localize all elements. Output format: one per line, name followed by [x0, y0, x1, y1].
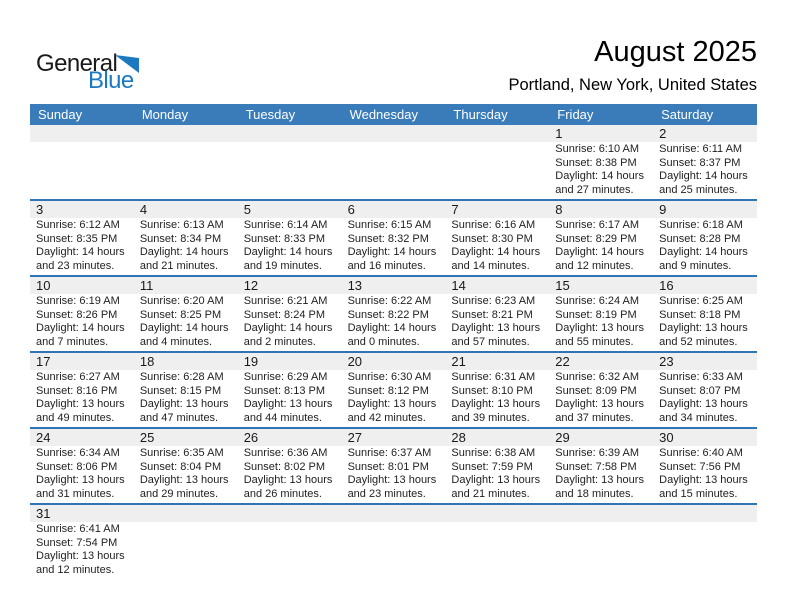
sunrise-text: Sunrise: 6:23 AM [451, 295, 536, 307]
page-title: August 2025 [594, 36, 757, 68]
daylight-text-line1: Daylight: 13 hours [659, 398, 748, 410]
sunset-text: Sunset: 8:12 PM [347, 384, 429, 397]
daylight-text-line2: and 14 minutes. [451, 259, 530, 272]
day-details [342, 294, 446, 351]
daylight-text-line1: Daylight: 13 hours [451, 322, 541, 334]
daylight-text-line1: Daylight: 13 hours [36, 398, 125, 410]
sunset-text: Sunset: 7:54 PM [36, 536, 118, 549]
day-details [238, 370, 342, 427]
daylight-text-line1: Daylight: 13 hours [659, 474, 748, 486]
day-number: 8 [549, 201, 653, 218]
day-number: 7 [445, 201, 549, 218]
day-cell-28 [445, 429, 549, 503]
day-details [445, 370, 549, 427]
sunset-text: Sunset: 8:02 PM [243, 460, 326, 473]
sunset-text: Sunset: 8:21 PM [451, 308, 533, 321]
sunset-text: Sunset: 8:09 PM [555, 384, 637, 397]
day-details [653, 446, 757, 503]
day-number: 5 [238, 201, 342, 218]
week-row [30, 429, 757, 505]
calendar-body [30, 125, 757, 579]
day-number: 12 [238, 277, 342, 294]
day-cell-21 [445, 353, 549, 427]
day-cell-9 [653, 201, 757, 275]
sunrise-text: Sunrise: 6:18 AM [659, 219, 743, 231]
daylight-text-line1: Daylight: 13 hours [555, 322, 644, 334]
empty-cell [134, 505, 238, 579]
day-number: 27 [342, 429, 446, 446]
daylight-text-line1: Daylight: 13 hours [555, 398, 644, 410]
sunset-text: Sunset: 8:32 PM [347, 232, 429, 245]
empty-cell [30, 125, 134, 199]
empty-cell [134, 125, 238, 199]
daylight-text-line2: and 4 minutes. [139, 335, 212, 348]
day-cell-10 [30, 277, 134, 351]
day-number: 26 [238, 429, 342, 446]
day-details [653, 294, 757, 351]
day-details [30, 370, 134, 427]
day-details [445, 294, 549, 351]
daylight-text-line2: and 23 minutes. [347, 487, 426, 500]
sunrise-text: Sunrise: 6:17 AM [555, 219, 640, 231]
day-cell-13 [342, 277, 446, 351]
daylight-text-line2: and 25 minutes. [659, 183, 738, 196]
weekday-header-friday: Friday [557, 107, 594, 122]
day-cell-2 [653, 125, 757, 199]
daylight-text-line2: and 16 minutes. [347, 259, 426, 272]
sunrise-text: Sunrise: 6:11 AM [659, 143, 743, 155]
sunset-text: Sunset: 8:13 PM [243, 384, 326, 397]
daylight-text-line2: and 15 minutes. [659, 487, 738, 500]
day-details [134, 370, 238, 427]
sunset-text: Sunset: 8:18 PM [659, 308, 741, 321]
sunrise-text: Sunrise: 6:31 AM [451, 371, 536, 383]
daylight-text-line2: and 31 minutes. [36, 487, 115, 500]
daylight-text-line1: Daylight: 13 hours [659, 322, 748, 334]
day-cell-31 [30, 505, 134, 579]
sunset-text: Sunset: 8:01 PM [347, 460, 429, 473]
general-blue-logo [36, 50, 166, 94]
day-cell-25 [134, 429, 238, 503]
day-details [238, 218, 342, 275]
day-cell-22 [549, 353, 653, 427]
daylight-text-line1: Daylight: 13 hours [36, 550, 125, 562]
day-band-empty [342, 505, 446, 522]
sunrise-text: Sunrise: 6:30 AM [347, 371, 432, 383]
empty-cell [445, 125, 549, 199]
day-details [238, 294, 342, 351]
day-details [653, 142, 757, 199]
day-details [342, 446, 446, 503]
day-number: 17 [30, 353, 134, 370]
daylight-text-line1: Daylight: 14 hours [36, 246, 125, 258]
sunset-text: Sunset: 8:28 PM [659, 232, 741, 245]
title-block [508, 36, 757, 95]
weekday-header-saturday: Saturday [661, 107, 714, 122]
day-cell-18 [134, 353, 238, 427]
sunset-text: Sunset: 7:58 PM [555, 460, 637, 473]
day-number: 23 [653, 353, 757, 370]
day-details [549, 294, 653, 351]
day-cell-5 [238, 201, 342, 275]
day-band-empty [134, 125, 238, 142]
day-details [134, 446, 238, 503]
daylight-text-line1: Daylight: 14 hours [659, 170, 748, 182]
day-cell-16 [653, 277, 757, 351]
day-cell-26 [238, 429, 342, 503]
sunset-text: Sunset: 8:37 PM [659, 156, 741, 169]
day-number: 31 [30, 505, 134, 522]
day-details [549, 446, 653, 503]
day-details [653, 218, 757, 275]
day-cell-11 [134, 277, 238, 351]
day-details [30, 446, 134, 503]
daylight-text-line1: Daylight: 14 hours [451, 246, 541, 258]
day-number: 28 [445, 429, 549, 446]
daylight-text-line1: Daylight: 13 hours [243, 474, 333, 486]
day-number: 21 [445, 353, 549, 370]
weekday-header-wednesday: Wednesday [349, 107, 418, 122]
day-band-empty [30, 125, 134, 142]
day-details [134, 294, 238, 351]
sunrise-text: Sunrise: 6:22 AM [347, 295, 432, 307]
sunrise-text: Sunrise: 6:14 AM [243, 219, 328, 231]
week-row [30, 201, 757, 277]
daylight-text-line1: Daylight: 13 hours [36, 474, 125, 486]
day-band-empty [238, 505, 342, 522]
day-number: 20 [342, 353, 446, 370]
day-number: 18 [134, 353, 238, 370]
sunrise-text: Sunrise: 6:20 AM [139, 295, 224, 307]
daylight-text-line2: and 23 minutes. [36, 259, 115, 272]
daylight-text-line2: and 21 minutes. [451, 487, 530, 500]
sunrise-text: Sunrise: 6:37 AM [347, 447, 432, 459]
week-row [30, 505, 757, 579]
sunrise-text: Sunrise: 6:34 AM [36, 447, 120, 459]
sunset-text: Sunset: 8:06 PM [36, 460, 118, 473]
day-cell-19 [238, 353, 342, 427]
daylight-text-line2: and 12 minutes. [36, 563, 115, 576]
sunset-text: Sunset: 8:25 PM [139, 308, 222, 321]
daylight-text-line2: and 34 minutes. [659, 411, 738, 424]
sunset-text: Sunset: 8:34 PM [139, 232, 222, 245]
day-number: 4 [134, 201, 238, 218]
day-number: 13 [342, 277, 446, 294]
sunset-text: Sunset: 7:56 PM [659, 460, 741, 473]
day-cell-23 [653, 353, 757, 427]
sunset-text: Sunset: 8:33 PM [243, 232, 326, 245]
sunrise-text: Sunrise: 6:38 AM [451, 447, 536, 459]
sunset-text: Sunset: 8:10 PM [451, 384, 533, 397]
daylight-text-line1: Daylight: 14 hours [243, 246, 333, 258]
daylight-text-line2: and 37 minutes. [555, 411, 634, 424]
day-details [549, 142, 653, 199]
sunset-text: Sunset: 7:59 PM [451, 460, 533, 473]
day-band-empty [549, 505, 653, 522]
sunset-text: Sunset: 8:19 PM [555, 308, 637, 321]
day-band-empty [342, 125, 446, 142]
daylight-text-line1: Daylight: 14 hours [555, 170, 644, 182]
day-cell-29 [549, 429, 653, 503]
sunset-text: Sunset: 8:35 PM [36, 232, 118, 245]
day-details [445, 218, 549, 275]
day-cell-20 [342, 353, 446, 427]
empty-cell [238, 125, 342, 199]
sunset-text: Sunset: 8:15 PM [139, 384, 222, 397]
weekday-header-row [30, 104, 757, 125]
sunrise-text: Sunrise: 6:33 AM [659, 371, 743, 383]
daylight-text-line2: and 2 minutes. [243, 335, 316, 348]
sunrise-text: Sunrise: 6:27 AM [36, 371, 120, 383]
day-band-empty [445, 125, 549, 142]
daylight-text-line1: Daylight: 13 hours [451, 474, 541, 486]
day-number: 9 [653, 201, 757, 218]
day-number: 22 [549, 353, 653, 370]
daylight-text-line2: and 49 minutes. [36, 411, 115, 424]
day-cell-17 [30, 353, 134, 427]
day-details [653, 370, 757, 427]
daylight-text-line2: and 12 minutes. [555, 259, 634, 272]
daylight-text-line2: and 44 minutes. [243, 411, 322, 424]
empty-cell [445, 505, 549, 579]
day-details [238, 446, 342, 503]
logo-text-blue: Blue [88, 67, 134, 94]
weekday-header-thursday: Thursday [453, 107, 508, 122]
day-cell-8 [549, 201, 653, 275]
day-number: 11 [134, 277, 238, 294]
daylight-text-line1: Daylight: 14 hours [139, 246, 229, 258]
day-number: 30 [653, 429, 757, 446]
weekday-header-monday: Monday [141, 107, 189, 122]
day-number: 15 [549, 277, 653, 294]
day-cell-6 [342, 201, 446, 275]
day-details [342, 370, 446, 427]
sunrise-text: Sunrise: 6:24 AM [555, 295, 640, 307]
daylight-text-line1: Daylight: 13 hours [347, 474, 437, 486]
day-details [30, 218, 134, 275]
weekday-header-sunday: Sunday [38, 107, 83, 122]
sunrise-text: Sunrise: 6:12 AM [36, 219, 120, 231]
day-cell-27 [342, 429, 446, 503]
daylight-text-line1: Daylight: 14 hours [139, 322, 229, 334]
sunrise-text: Sunrise: 6:25 AM [659, 295, 743, 307]
daylight-text-line2: and 27 minutes. [555, 183, 634, 196]
sunrise-text: Sunrise: 6:32 AM [555, 371, 640, 383]
day-cell-24 [30, 429, 134, 503]
daylight-text-line1: Daylight: 14 hours [347, 246, 437, 258]
sunrise-text: Sunrise: 6:39 AM [555, 447, 640, 459]
sunrise-text: Sunrise: 6:29 AM [243, 371, 328, 383]
sunrise-text: Sunrise: 6:19 AM [36, 295, 120, 307]
day-number: 29 [549, 429, 653, 446]
day-details [30, 522, 134, 579]
sunset-text: Sunset: 8:04 PM [139, 460, 222, 473]
sunrise-text: Sunrise: 6:41 AM [36, 523, 120, 535]
daylight-text-line2: and 42 minutes. [347, 411, 426, 424]
day-details [30, 294, 134, 351]
day-number: 6 [342, 201, 446, 218]
daylight-text-line2: and 55 minutes. [555, 335, 634, 348]
daylight-text-line2: and 39 minutes. [451, 411, 530, 424]
location-subtitle: Portland, New York, United States [508, 76, 757, 94]
sunrise-text: Sunrise: 6:15 AM [347, 219, 432, 231]
daylight-text-line1: Daylight: 13 hours [451, 398, 541, 410]
sunrise-text: Sunrise: 6:10 AM [555, 143, 640, 155]
daylight-text-line2: and 19 minutes. [243, 259, 322, 272]
week-row [30, 277, 757, 353]
daylight-text-line2: and 18 minutes. [555, 487, 634, 500]
sunset-text: Sunset: 8:26 PM [36, 308, 118, 321]
day-number: 19 [238, 353, 342, 370]
day-details [549, 218, 653, 275]
sunrise-text: Sunrise: 6:21 AM [243, 295, 328, 307]
sunset-text: Sunset: 8:38 PM [555, 156, 637, 169]
daylight-text-line1: Daylight: 14 hours [36, 322, 125, 334]
calendar-table [30, 104, 757, 579]
day-number: 24 [30, 429, 134, 446]
week-row [30, 353, 757, 429]
daylight-text-line2: and 57 minutes. [451, 335, 530, 348]
day-band-empty [445, 505, 549, 522]
daylight-text-line2: and 9 minutes. [659, 259, 732, 272]
day-cell-12 [238, 277, 342, 351]
sunset-text: Sunset: 8:07 PM [659, 384, 741, 397]
daylight-text-line2: and 47 minutes. [139, 411, 219, 424]
sunrise-text: Sunrise: 6:13 AM [139, 219, 224, 231]
daylight-text-line2: and 26 minutes. [243, 487, 322, 500]
weekday-header-tuesday: Tuesday [245, 107, 296, 122]
daylight-text-line2: and 52 minutes. [659, 335, 738, 348]
empty-cell [342, 505, 446, 579]
daylight-text-line1: Daylight: 14 hours [659, 246, 748, 258]
day-cell-4 [134, 201, 238, 275]
daylight-text-line1: Daylight: 13 hours [347, 398, 437, 410]
day-number: 3 [30, 201, 134, 218]
sunrise-text: Sunrise: 6:35 AM [139, 447, 224, 459]
daylight-text-line1: Daylight: 14 hours [243, 322, 333, 334]
day-cell-15 [549, 277, 653, 351]
empty-cell [238, 505, 342, 579]
logo-text-general: General [36, 50, 118, 77]
day-band-empty [134, 505, 238, 522]
day-cell-7 [445, 201, 549, 275]
daylight-text-line2: and 29 minutes. [139, 487, 219, 500]
daylight-text-line1: Daylight: 14 hours [347, 322, 437, 334]
day-cell-30 [653, 429, 757, 503]
empty-cell [342, 125, 446, 199]
empty-cell [549, 505, 653, 579]
day-details [134, 218, 238, 275]
day-number: 2 [653, 125, 757, 142]
sunrise-text: Sunrise: 6:28 AM [139, 371, 224, 383]
empty-cell [653, 505, 757, 579]
sunset-text: Sunset: 8:29 PM [555, 232, 637, 245]
daylight-text-line2: and 7 minutes. [36, 335, 109, 348]
day-band-empty [238, 125, 342, 142]
day-number: 1 [549, 125, 653, 142]
sunrise-text: Sunrise: 6:40 AM [659, 447, 743, 459]
day-cell-1 [549, 125, 653, 199]
day-number: 14 [445, 277, 549, 294]
sunset-text: Sunset: 8:16 PM [36, 384, 118, 397]
daylight-text-line1: Daylight: 13 hours [555, 474, 644, 486]
sunset-text: Sunset: 8:30 PM [451, 232, 533, 245]
sunset-text: Sunset: 8:22 PM [347, 308, 429, 321]
daylight-text-line1: Daylight: 13 hours [139, 398, 229, 410]
day-number: 25 [134, 429, 238, 446]
day-number: 10 [30, 277, 134, 294]
day-number: 16 [653, 277, 757, 294]
daylight-text-line1: Daylight: 13 hours [243, 398, 333, 410]
day-details [342, 218, 446, 275]
sunrise-text: Sunrise: 6:36 AM [243, 447, 328, 459]
sunrise-text: Sunrise: 6:16 AM [451, 219, 536, 231]
daylight-text-line2: and 21 minutes. [139, 259, 219, 272]
day-band-empty [653, 505, 757, 522]
daylight-text-line1: Daylight: 13 hours [139, 474, 229, 486]
day-cell-3 [30, 201, 134, 275]
day-cell-14 [445, 277, 549, 351]
daylight-text-line1: Daylight: 14 hours [555, 246, 644, 258]
sunset-text: Sunset: 8:24 PM [243, 308, 326, 321]
week-row [30, 125, 757, 201]
day-details [549, 370, 653, 427]
daylight-text-line2: and 0 minutes. [347, 335, 420, 348]
day-details [445, 446, 549, 503]
